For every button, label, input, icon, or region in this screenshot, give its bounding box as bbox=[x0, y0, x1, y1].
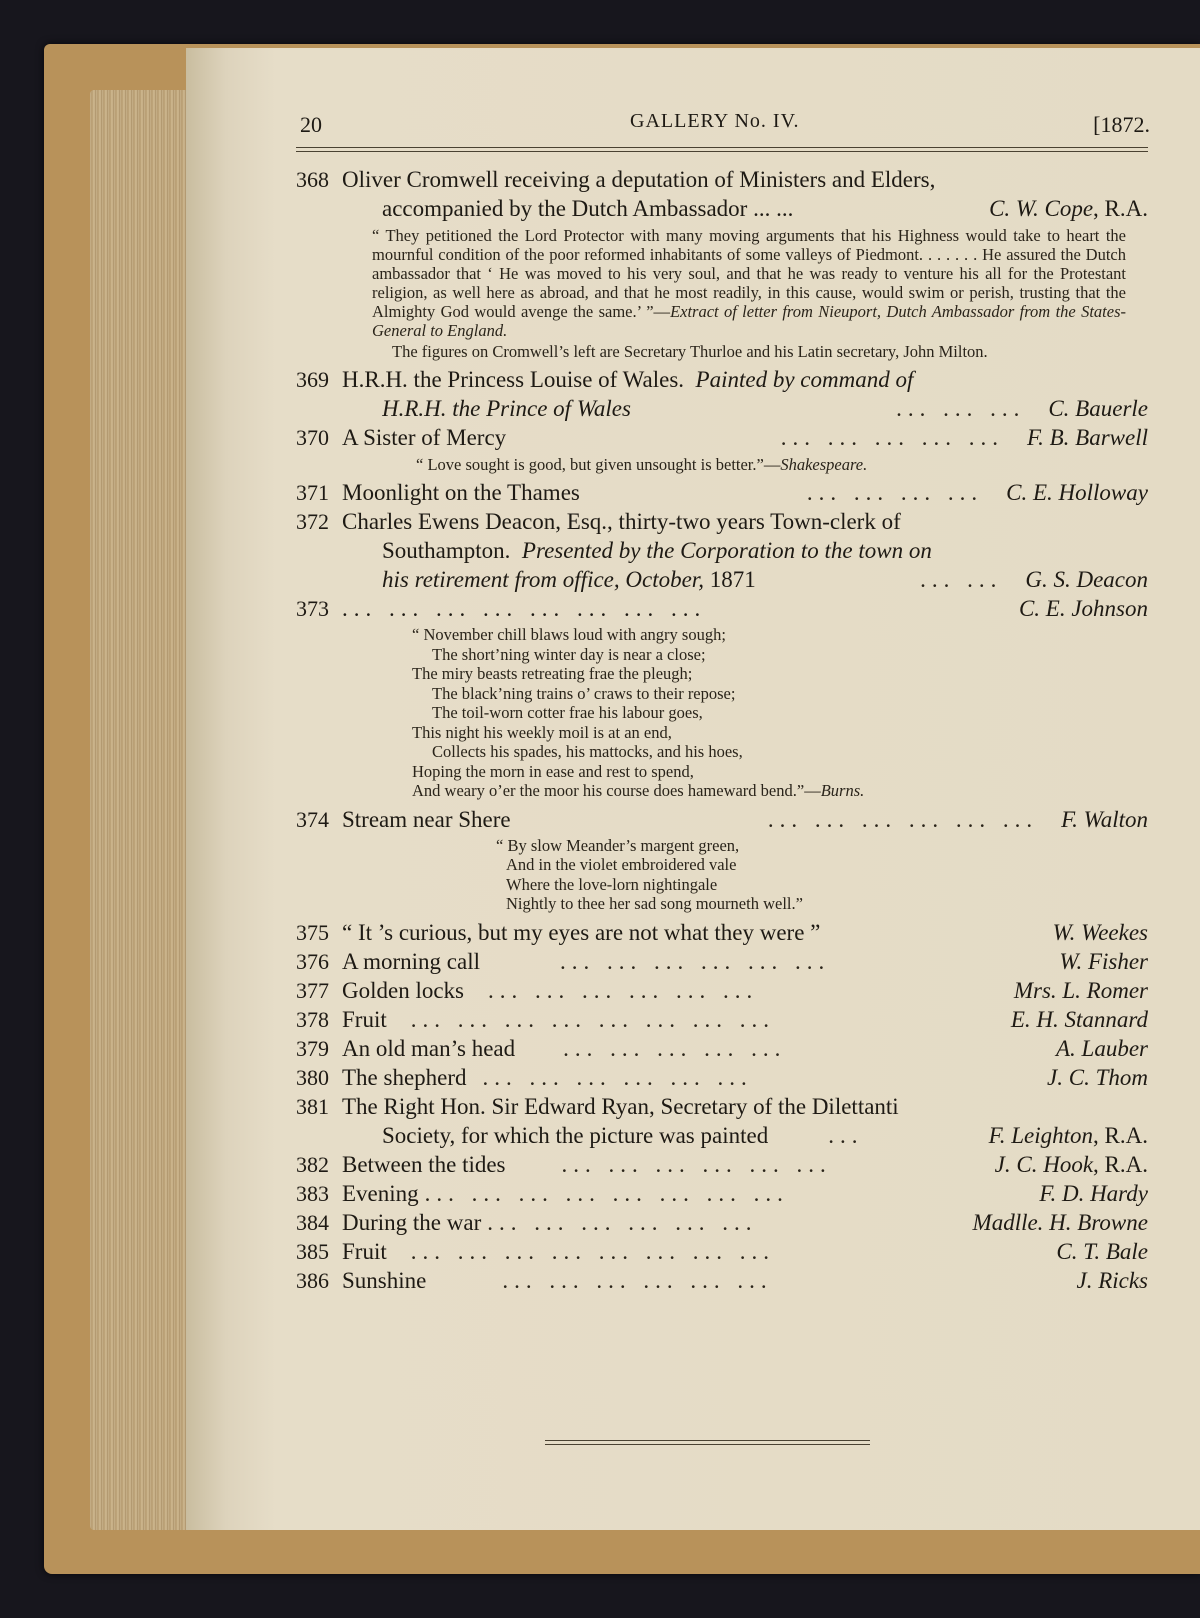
leader-dots: ... ... ... ... ... ... ... ... bbox=[410, 1006, 775, 1032]
entry-artist: F. B. Barwell bbox=[1027, 425, 1148, 450]
entry-artist: Madlle. H. Browne bbox=[972, 1209, 1148, 1235]
entry-title: The shepherd ... ... ... ... ... ... bbox=[342, 1064, 753, 1090]
catalogue-entry bbox=[296, 918, 1148, 947]
entry-artist: W. Weekes bbox=[1052, 919, 1148, 945]
entry-number: 383 bbox=[296, 1180, 329, 1206]
leader-dots: ... ... ... bbox=[896, 396, 1026, 421]
catalogue-entry bbox=[296, 1179, 1148, 1208]
entry-title: During the war ... ... ... ... ... ... bbox=[342, 1209, 758, 1235]
entry-quote: “ They petitioned the Lord Protector with many moving arguments that his Highness would take to heart the mournful condition of the poor reformed inhabitants of some valleys of Piedmont. . . . . . . He assured the Dutch ambassador that ‘ He was moved to his very soul, and that he was ready to venture his all for the Protestant religion, as well here as abroad, and that he most readily, in this cause, would swim or perish, trusting that the Almighty God would avenge the same.’ ”—Extract of letter from Nieuport, Dutch Ambassador from the States-General to England. bbox=[372, 226, 1126, 340]
entry-title-cont: Southampton. Presented by the Corporation to the town on bbox=[382, 538, 932, 563]
entry-artist: C. W. Cope, R.A. bbox=[989, 196, 1148, 221]
catalogue-entry bbox=[296, 947, 1148, 976]
entry-artist: A. Lauber bbox=[1056, 1035, 1148, 1061]
entry-quote: “ Love sought is good, but given unsought is better.”—Shakespeare. bbox=[416, 455, 868, 474]
entry-artist: F. Walton bbox=[1061, 806, 1148, 832]
leader-dots: ... ... ... ... ... ... bbox=[502, 1267, 773, 1293]
entry-artist: F. D. Hardy bbox=[1039, 1180, 1148, 1206]
entry-number: 373 bbox=[296, 596, 329, 621]
leader-dots: ... ... ... ... ... ... bbox=[482, 1064, 753, 1090]
entry-title: Fruit ... ... ... ... ... ... ... ... bbox=[342, 1238, 775, 1264]
leader-dots: ... ... ... ... ... ... bbox=[767, 806, 1039, 832]
entry-number: 378 bbox=[296, 1006, 329, 1032]
entry-poem: “ November chill blaws loud with angry sough; The short’ning winter day is near a close; The miry beasts retreating frae the pleugh; The black’ning trains o’ craws to their repose; The toil-worn cotter frae his labour goes, This night his weekly moil is at an end, Collects his spades, his mattocks, and his hoes, Hoping the morn in ease and rest to spend, And weary o’er the moor his course does hameward bend.”—Burns. bbox=[412, 625, 865, 800]
catalogue-entry bbox=[296, 423, 1148, 474]
entry-artist: G. S. Deacon bbox=[1025, 567, 1148, 592]
entry-title: An old man’s head ... ... ... ... ... bbox=[342, 1035, 787, 1061]
catalogue-entry bbox=[296, 1092, 1148, 1150]
page-number: 20 bbox=[300, 112, 322, 137]
entry-title: Between the tides ... ... ... ... ... ... bbox=[342, 1151, 832, 1177]
leader-dots: ... ... ... ... ... ... bbox=[488, 977, 759, 1003]
entry-title: The Right Hon. Sir Edward Ryan, Secretary of the Dilettanti bbox=[342, 1093, 899, 1119]
leader-dots: ... bbox=[828, 1122, 864, 1148]
entry-number: 371 bbox=[296, 480, 329, 505]
leader-dots: ... ... ... ... ... bbox=[780, 425, 1005, 450]
catalogue-entry bbox=[296, 507, 1148, 594]
leader-dots: ... ... ... ... ... ... bbox=[561, 1151, 832, 1177]
entry-number: 385 bbox=[296, 1238, 329, 1264]
entry-title: Golden locks ... ... ... ... ... ... bbox=[342, 977, 759, 1003]
catalogue-entry bbox=[296, 1005, 1148, 1034]
entry-title: A morning call ... ... ... ... ... ... bbox=[342, 948, 831, 974]
entry-artist: J. C. Hook, R.A. bbox=[994, 1151, 1148, 1177]
entry-number: 382 bbox=[296, 1151, 329, 1177]
entry-number: 376 bbox=[296, 948, 329, 974]
catalogue-entry bbox=[296, 1063, 1148, 1092]
catalogue-entry bbox=[296, 365, 1148, 423]
entry-title-cont: his retirement from office, October, 1871 bbox=[382, 567, 756, 592]
entry-number: 369 bbox=[296, 367, 329, 392]
leader-dots: ... ... ... ... ... ... ... ... bbox=[410, 1238, 775, 1264]
entry-title: Moonlight on the Thames bbox=[342, 480, 580, 505]
catalogue-entry bbox=[296, 1034, 1148, 1063]
entry-title-cont: Society, for which the picture was painted ... bbox=[382, 1122, 864, 1148]
catalogue-entries bbox=[296, 165, 1148, 1295]
entry-artist: C. E. Johnson bbox=[1018, 596, 1148, 621]
catalogue-entry bbox=[296, 976, 1148, 1005]
entry-number: 375 bbox=[296, 919, 329, 945]
entry-number: 380 bbox=[296, 1064, 329, 1090]
leader-dots: ... ... bbox=[920, 567, 1003, 592]
entry-poem: “ By slow Meander’s margent green, And in the violet embroidered vale Where the love-lorn nightingale Nightly to thee her sad song mourneth well.” bbox=[496, 835, 803, 913]
catalogue-entry bbox=[296, 1208, 1148, 1237]
entry-artist: F. Leighton, R.A. bbox=[988, 1122, 1148, 1148]
page-edges bbox=[90, 90, 200, 1530]
leader-dots: ... ... ... ... ... ... bbox=[487, 1209, 758, 1235]
entry-title: Charles Ewens Deacon, Esq., thirty-two years Town-clerk of bbox=[342, 509, 901, 534]
catalogue-entry bbox=[296, 165, 1148, 361]
entry-number: 368 bbox=[296, 167, 329, 192]
entry-artist: E. H. Stannard bbox=[1010, 1006, 1148, 1032]
entry-number: 372 bbox=[296, 509, 329, 534]
entry-artist: C. Bauerle bbox=[1048, 396, 1148, 421]
catalogue-entry bbox=[296, 805, 1148, 914]
entry-title: Fruit ... ... ... ... ... ... ... ... bbox=[342, 1006, 775, 1032]
entry-artist: C. T. Bale bbox=[1056, 1238, 1148, 1264]
entry-number: 377 bbox=[296, 977, 329, 1003]
entry-artist: J. C. Thom bbox=[1047, 1064, 1148, 1090]
entry-title: Sunshine ... ... ... ... ... ... bbox=[342, 1267, 773, 1293]
header-rule-bottom bbox=[296, 151, 1148, 152]
footer-rule-2 bbox=[545, 1444, 870, 1445]
leader-dots: ... ... ... ... ... ... bbox=[559, 948, 831, 974]
entry-artist: W. Fisher bbox=[1059, 948, 1148, 974]
running-header bbox=[300, 112, 1150, 142]
leader-dots: ... ... ... ... ... ... ... ... bbox=[424, 1180, 789, 1206]
catalogue-entry bbox=[296, 1237, 1148, 1266]
entry-title-cont: accompanied by the Dutch Ambassador ... ... bbox=[382, 196, 794, 221]
header-rule-top bbox=[296, 147, 1148, 148]
footer-rule bbox=[545, 1440, 870, 1441]
catalogue-entry bbox=[296, 1266, 1148, 1295]
entry-number: 381 bbox=[296, 1093, 329, 1119]
catalogue-entry bbox=[296, 478, 1148, 507]
entry-title-cont: H.R.H. the Prince of Wales bbox=[382, 396, 631, 421]
gallery-title: GALLERY No. IV. bbox=[630, 110, 800, 132]
entry-artist: J. Ricks bbox=[1076, 1267, 1148, 1293]
catalogue-entry bbox=[296, 1150, 1148, 1179]
entry-title: “ It ’s curious, but my eyes are not what they were ” bbox=[342, 919, 821, 945]
entry-title: Evening ... ... ... ... ... ... ... ... bbox=[342, 1180, 789, 1206]
entry-number: 374 bbox=[296, 806, 329, 832]
entry-number: 384 bbox=[296, 1209, 329, 1235]
entry-number: 379 bbox=[296, 1035, 329, 1061]
entry-title: Stream near Shere bbox=[342, 806, 511, 832]
catalogue-entry bbox=[296, 594, 1148, 801]
entry-number: 386 bbox=[296, 1267, 329, 1293]
entry-artist: Mrs. L. Romer bbox=[1013, 977, 1148, 1003]
leader-dots: ... ... ... ... ... ... ... ... bbox=[342, 596, 707, 621]
entry-number: 370 bbox=[296, 425, 329, 450]
entry-note: The figures on Cromwell’s left are Secretary Thurloe and his Latin secretary, John Milton. bbox=[392, 342, 988, 361]
entry-title: Oliver Cromwell receiving a deputation of Ministers and Elders, bbox=[342, 167, 936, 192]
entry-title: H.R.H. the Princess Louise of Wales. Painted by command of bbox=[342, 367, 914, 392]
leader-dots: ... ... ... ... ... bbox=[563, 1035, 787, 1061]
leader-dots: ... ... ... ... bbox=[806, 480, 984, 505]
year: [1872. bbox=[1093, 112, 1150, 137]
entry-title: A Sister of Mercy bbox=[342, 425, 507, 450]
entry-artist: C. E. Holloway bbox=[1006, 480, 1148, 505]
